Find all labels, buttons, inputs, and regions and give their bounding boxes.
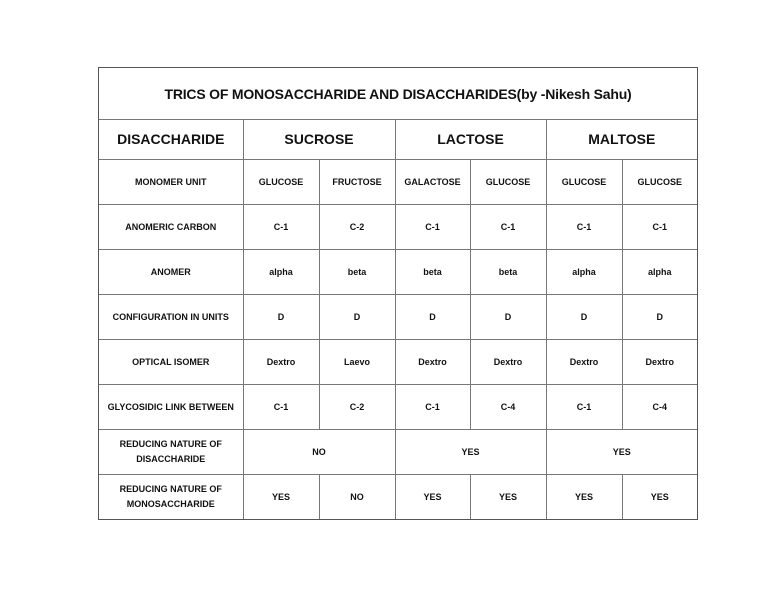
table-cell: YES: [546, 430, 697, 475]
table-cell: YES: [395, 475, 470, 520]
row-label: [99, 430, 243, 475]
table-cell: C-1: [546, 205, 622, 250]
table-cell: FRUCTOSE: [319, 160, 395, 205]
table-cell: C-1: [395, 205, 470, 250]
table-row-anomeric-carbon: [99, 205, 697, 250]
row-label: ANOMERIC CARBON: [99, 205, 243, 250]
row-label-line: MONOSACCHARIDE: [126, 499, 215, 509]
table-cell: beta: [319, 250, 395, 295]
header-sucrose: SUCROSE: [243, 119, 395, 160]
row-label: [99, 475, 243, 520]
document-title: TRICS OF MONOSACCHARIDE AND DISACCHARIDES(by -Nikesh Sahu): [99, 68, 697, 120]
saccharide-table: [99, 119, 697, 519]
table-row-reducing-disaccharide: [99, 430, 697, 475]
table-row-configuration: [99, 295, 697, 340]
table-cell: beta: [395, 250, 470, 295]
table-cell: D: [319, 295, 395, 340]
table-cell: alpha: [622, 250, 697, 295]
table-cell: C-1: [395, 385, 470, 430]
table-cell: YES: [470, 475, 546, 520]
table-cell: C-1: [470, 205, 546, 250]
table-cell: Dextro: [243, 340, 319, 385]
table-cell: C-4: [622, 385, 697, 430]
table-cell: alpha: [243, 250, 319, 295]
table-cell: C-1: [546, 385, 622, 430]
table-cell: Dextro: [470, 340, 546, 385]
table-cell: NO: [319, 475, 395, 520]
row-label-line: REDUCING NATURE OF: [119, 439, 222, 449]
table-cell: D: [546, 295, 622, 340]
table-cell: GLUCOSE: [546, 160, 622, 205]
row-label: CONFIGURATION IN UNITS: [99, 295, 243, 340]
table-cell: YES: [546, 475, 622, 520]
table-cell: C-1: [622, 205, 697, 250]
table-cell: GLUCOSE: [622, 160, 697, 205]
table-cell: D: [243, 295, 319, 340]
table-cell: YES: [395, 430, 546, 475]
table-row-monomer-unit: [99, 160, 697, 205]
table-cell: Laevo: [319, 340, 395, 385]
table-cell: C-1: [243, 385, 319, 430]
table-cell: D: [622, 295, 697, 340]
table-cell: GLUCOSE: [470, 160, 546, 205]
table-cell: Dextro: [546, 340, 622, 385]
table-cell: C-2: [319, 385, 395, 430]
row-label: MONOMER UNIT: [99, 160, 243, 205]
table-row-reducing-monosaccharide: [99, 475, 697, 520]
table-row-anomer: [99, 250, 697, 295]
header-maltose: MALTOSE: [546, 119, 697, 160]
table-cell: Dextro: [622, 340, 697, 385]
table-row-optical-isomer: [99, 340, 697, 385]
table-header-row: [99, 119, 697, 160]
document-sheet: [98, 67, 698, 520]
table-cell: beta: [470, 250, 546, 295]
table-cell: YES: [243, 475, 319, 520]
table-cell: YES: [622, 475, 697, 520]
table-cell: D: [395, 295, 470, 340]
row-label: GLYCOSIDIC LINK BETWEEN: [99, 385, 243, 430]
table-cell: NO: [243, 430, 395, 475]
table-cell: C-2: [319, 205, 395, 250]
row-label: ANOMER: [99, 250, 243, 295]
table-row-glycosidic-link: [99, 385, 697, 430]
header-disaccharide: DISACCHARIDE: [99, 119, 243, 160]
table-cell: GLUCOSE: [243, 160, 319, 205]
table-cell: Dextro: [395, 340, 470, 385]
table-cell: C-1: [243, 205, 319, 250]
table-cell: C-4: [470, 385, 546, 430]
table-cell: GALACTOSE: [395, 160, 470, 205]
table-cell: alpha: [546, 250, 622, 295]
table-cell: D: [470, 295, 546, 340]
row-label: OPTICAL ISOMER: [99, 340, 243, 385]
row-label-line: REDUCING NATURE OF: [119, 484, 222, 494]
header-lactose: LACTOSE: [395, 119, 546, 160]
row-label-line: DISACCHARIDE: [136, 454, 206, 464]
